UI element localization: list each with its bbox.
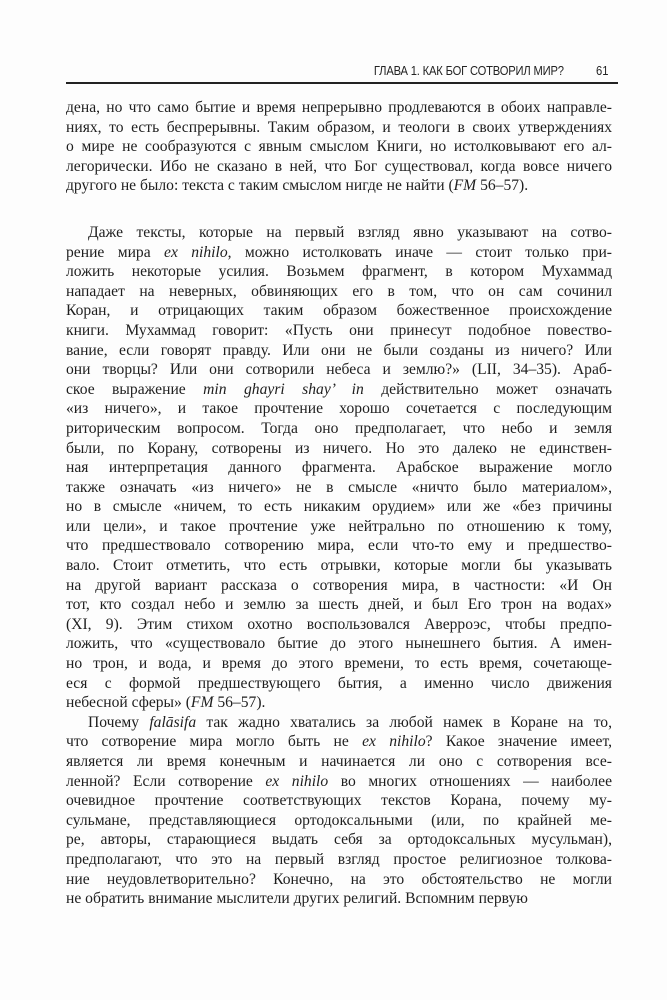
text-run: но в смысле «ничем, то есть никаким орудием» или же «без причины (66, 498, 612, 516)
text-run: предполагают, что это на первый взгляд простое религиозное толкова- (66, 850, 612, 868)
text-line (66, 262, 612, 282)
text-line (66, 791, 612, 811)
text-run: ниях, то есть беспрерывны. Таким образом, и теологи в своих утверждениях (66, 118, 612, 136)
text-line (66, 399, 612, 419)
text-run: другого не было: текста с таким смыслом нигде не найти ( (66, 177, 454, 195)
text-run: является ли время конечным и начинается ли оно с сотворения все- (66, 753, 612, 770)
text-line (66, 517, 612, 537)
text-run: не обратить внимание мыслители других религий. Вспомним первую (66, 890, 528, 908)
chapter-title: ГЛАВА 1. КАК БОГ СОТВОРИЛ МИР? (374, 63, 564, 78)
text-run: они творцы? Или они сотворили небеса и землю?» (LII, 34–35). Араб- (66, 361, 612, 379)
text-run: еся с формой предшествующего бытия, а именно число движения (66, 674, 612, 692)
italic-term: ex nihilo (164, 243, 228, 261)
text-line (66, 176, 612, 196)
text-run: ленной? Если сотворение (66, 772, 266, 790)
running-head (66, 60, 618, 84)
italic-term: min ghayri shay’ in (203, 380, 364, 398)
text-run: действительно может означать (363, 380, 613, 398)
text-line (66, 654, 612, 674)
text-run: Даже тексты, которые на первый взгляд явно указывают на сотво- (88, 223, 612, 241)
text-line (66, 157, 612, 177)
text-run: ная интерпретация данного фрагмента. Арабское выражение могло (66, 459, 612, 477)
text-run: ние неудовлетворительно? Конечно, на это обстоятельство не могли (66, 870, 612, 888)
text-run: что сотворение мира могло быть не (66, 733, 363, 751)
text-line (66, 118, 612, 138)
text-line (66, 301, 612, 321)
text-line (66, 98, 612, 118)
text-run: что предшествовало сотворению мира, если что-то ему и предшество- (66, 537, 612, 555)
text-line (66, 556, 612, 576)
text-line (66, 321, 612, 341)
text-run: рение мира (66, 243, 165, 261)
text-line (66, 674, 612, 694)
paragraph (66, 223, 612, 713)
paragraph (66, 713, 612, 909)
text-run: о мире не сообразуются с явным смыслом Книги, но истолковывают его ал- (66, 138, 612, 156)
text-run: так жадно хватались за любой намек в Коране на то, (196, 713, 613, 731)
text-run: ? Какое значение имеет, (425, 733, 612, 751)
text-line (66, 223, 612, 243)
text-run: во многих отношениях — наиболее (328, 772, 612, 790)
text-run: на другой вариант рассказа о сотворения мира, в частности: «И Он (66, 576, 612, 594)
text-line (66, 341, 612, 361)
text-line (66, 478, 612, 498)
text-run: Почему (88, 713, 150, 731)
text-line (66, 536, 612, 556)
text-run: нападает на неверных, обвиняющих его в том, что он сам сочинил (66, 282, 612, 300)
text-run: Коран, и отрицающих таким образом божественное происхождение (66, 302, 612, 320)
text-line (66, 634, 612, 654)
body-text (66, 98, 612, 909)
text-run: , можно истолковать иначе — стоит только при- (227, 243, 612, 261)
italic-term: FM (190, 694, 214, 712)
page-number: 61 (595, 63, 608, 78)
text-run: также означать «из ничего» не в смысле «ничто было материалом», (66, 478, 612, 496)
italic-term: FM (453, 177, 477, 195)
text-line (66, 772, 612, 792)
text-line (66, 439, 612, 459)
italic-term: ex nihilo (265, 772, 329, 790)
text-run: но трон, и вода, и время до этого времени, то есть время, сочетающе- (66, 655, 612, 673)
text-run: сульмане, представляющиеся ортодоксальными (или, по крайней ме- (66, 811, 612, 829)
text-run: дена, но что само бытие и время непрерывно продлеваются в обоих направле- (66, 99, 612, 116)
text-run: «из ничего», и такое прочтение хорошо сочетается с последующим (66, 400, 612, 418)
text-line (66, 576, 612, 596)
text-run: 56–57). (213, 694, 266, 712)
text-run: очевидное прочтение соответствующих текстов Корана, почему му- (66, 792, 612, 810)
paragraph (66, 98, 612, 196)
text-line (66, 419, 612, 439)
text-run: вание, если говорят правду. Или они не были созданы из ничего? Или (66, 341, 612, 359)
text-line (66, 870, 612, 890)
text-line (66, 732, 612, 752)
text-run: ре, авторы, старающиеся выдать себя за ортодоксальных мусульман), (66, 831, 612, 849)
text-line (66, 595, 612, 615)
text-run: или цели», и такое прочтение уже нейтрально по отношению к тому, (66, 517, 612, 535)
text-line (66, 889, 612, 909)
text-line (66, 830, 612, 850)
text-line (66, 458, 612, 478)
text-line (66, 380, 612, 400)
italic-term: falāsifa (149, 713, 197, 731)
text-run: вало. Стоит отметить, что есть отрывки, которые могли бы указывать (66, 557, 612, 575)
text-line (66, 497, 612, 517)
text-run: ское выражение (66, 380, 204, 398)
italic-term: ex nihilo (362, 733, 426, 751)
text-line (66, 713, 612, 733)
text-run: небесной сферы» ( (66, 694, 191, 712)
text-line (66, 282, 612, 302)
text-line (66, 137, 612, 157)
text-line (66, 811, 612, 831)
paragraph-gap (66, 196, 612, 223)
text-line (66, 243, 612, 263)
text-line (66, 850, 612, 870)
text-run: 56–57). (476, 177, 529, 195)
text-run: ложить, что «существовало бытие до этого нынешнего бытия. А имен- (66, 635, 612, 653)
text-run: риторическим вопросом. Тогда оно предполагает, что небо и земля (66, 419, 612, 437)
text-line (66, 693, 612, 713)
text-run: (XI, 9). Этим стихом охотно воспользовался Аверроэс, чтобы предпо- (66, 615, 612, 633)
text-line (66, 360, 612, 380)
text-line (66, 752, 612, 772)
text-run: легорически. Ибо не сказано в ней, что Бог существовал, когда вовсе ничего (66, 157, 612, 175)
text-run: были, по Корану, сотворены из ничего. Но это далеко не единствен- (66, 439, 612, 457)
text-run: книги. Мухаммад говорит: «Пусть они принесут подобное повество- (66, 321, 612, 339)
text-run: тот, кто создал небо и землю за шесть дней, и был Его трон на водах» (66, 596, 612, 614)
text-line (66, 615, 612, 635)
text-run: ложить некоторые усилия. Возьмем фрагмент, в котором Мухаммад (66, 263, 612, 281)
